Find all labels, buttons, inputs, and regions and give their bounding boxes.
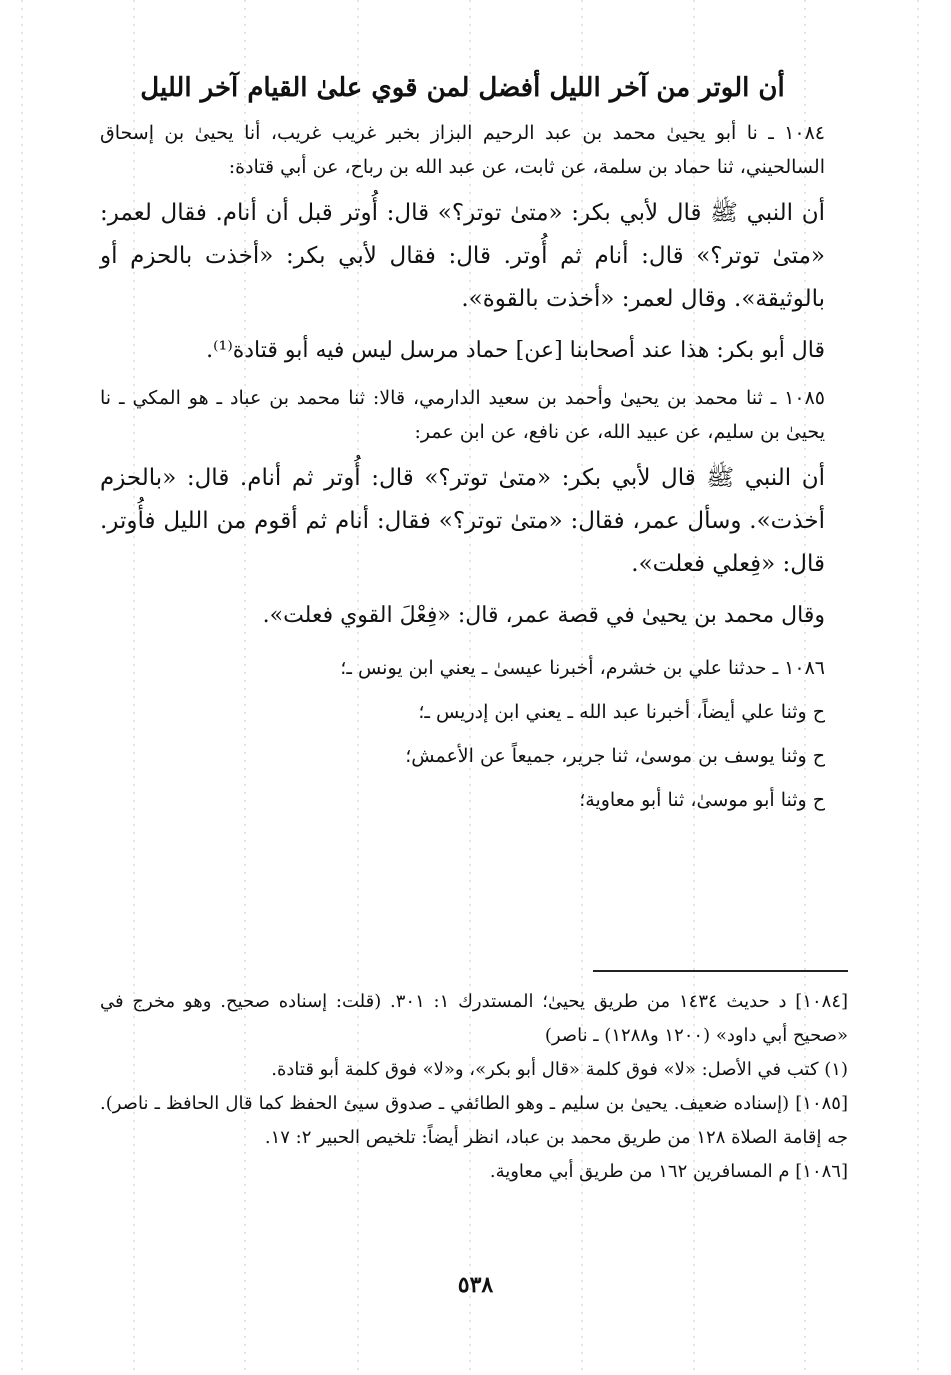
footnote-1: (١) كتب في الأصل: «لا» فوق كلمة «قال أبو بكر»، و«لا» فوق كلمة أبو قتادة. bbox=[271, 1059, 848, 1080]
footnote-1084: [١٠٨٤] د حديث ١٤٣٤ من طريق يحيىٰ؛ المستدرك ١: ٣٠١. (قلت: إسناده صحيح. وهو مخرج في «صحيح أبي داود» (١٢٠٠ و١٢٨٨) ـ ناصر) bbox=[100, 991, 849, 1046]
hadith-1084-isnad: ١٠٨٤ ـ نا أبو يحيىٰ محمد بن عبد الرحيم البزاز بخبر غريب غريب، أنا يحيىٰ بن إسحاق السالحيني، ثنا حماد بن سلمة، عن ثابت، عن عبد الله بن رباح، عن أبي قتادة: bbox=[100, 122, 825, 178]
hadith-1086-chain-line: ح وثنا أبو موسىٰ، ثنا أبو معاوية؛ bbox=[579, 789, 825, 811]
hadith-1086-chain-line: ح وثنا علي أيضاً، أخبرنا عبد الله ـ يعني ابن إدريس ـ؛ bbox=[418, 701, 825, 723]
chapter-title: أن الوتر من آخر الليل أفضل لمن قوي علىٰ القيام آخر الليل bbox=[140, 73, 785, 103]
hadith-1085-matn: أن النبي ﷺ قال لأبي بكر: «متىٰ توتر؟» قال: أُوتر ثم أنام. قال: «بالحزم أخذت». وسأل عمر، فقال: «متىٰ توتر؟» فقال: أنام ثم أقوم من الليل فأُوتر. قال: «فِعلي فعلت». bbox=[100, 465, 825, 577]
hadith-1086-chain-line: ح وثنا يوسف بن موسىٰ، ثنا جرير، جميعاً عن الأعمش؛ bbox=[405, 745, 825, 767]
page-number: ٥٣٨ bbox=[457, 1272, 494, 1298]
hadith-1085-comment: وقال محمد بن يحيىٰ في قصة عمر، قال: «فِعْلَ القوي فعلت». bbox=[262, 603, 825, 628]
hadith-1086-chain-line: ١٠٨٦ ـ حدثنا علي بن خشرم، أخبرنا عيسىٰ ـ يعني ابن يونس ـ؛ bbox=[340, 657, 825, 679]
hadith-1085-isnad: ١٠٨٥ ـ ثنا محمد بن يحيىٰ وأحمد بن سعيد الدارمي، قالا: ثنا محمد بن عباد ـ هو المكي ـ نا يحيىٰ بن سليم، عن عبيد الله، عن نافع، عن ابن عمر: bbox=[100, 387, 825, 443]
footnote-divider bbox=[593, 970, 848, 972]
page-body bbox=[100, 68, 825, 822]
hadith-1084-comment: قال أبو بكر: هذا عند أصحابنا [عن] حماد مرسل ليس فيه أبو قتادة⁽¹⁾. bbox=[206, 338, 825, 363]
footnotes bbox=[100, 985, 848, 1189]
footnote-1086: [١٠٨٦] م المسافرين ١٦٢ من طريق أبي معاوية. bbox=[489, 1161, 848, 1182]
footnote-1085: [١٠٨٥] (إسناده ضعيف. يحيىٰ بن سليم ـ وهو الطائفي ـ صدوق سيئ الحفظ كما قال الحافظ ـ ناصر). جه إقامة الصلاة ١٢٨ من طريق محمد بن عباد، انظر أيضاً: تلخيص الحبير ٢: ١٧. bbox=[100, 1093, 848, 1148]
hadith-1084-matn: أن النبي ﷺ قال لأبي بكر: «متىٰ توتر؟» قال: أُوتر قبل أن أنام. فقال لعمر: «متىٰ توتر؟» قال: أنام ثم أُوتر. قال: فقال لأبي بكر: «أخذت بالحزم أو بالوثيقة». وقال لعمر: «أخذت بالقوة». bbox=[100, 200, 825, 312]
